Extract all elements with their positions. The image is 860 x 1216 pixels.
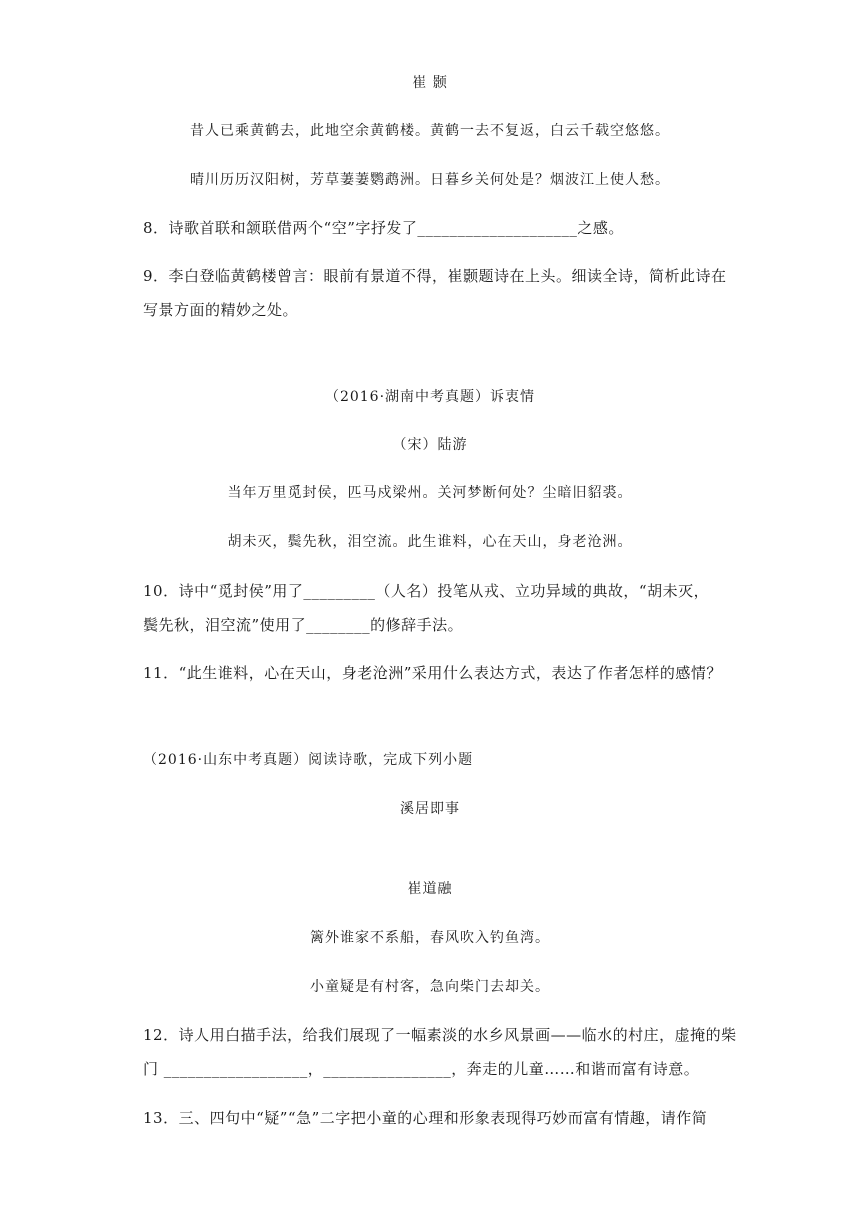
poem1-line2: 晴川历历汉阳树，芳草萋萋鹦鹉洲。日暮乡关何处是？烟波江上使人愁。 [190, 172, 670, 188]
poem2-line1: 当年万里觅封侯，匹马戍梁州。关河梦断何处？尘暗旧貂裘。 [227, 485, 633, 501]
question-12-line2: 门 __________________，________________，奔走的儿童……和谐而富有诗意。 [143, 1060, 700, 1078]
question-12-line1: 12．诗人用白描手法，给我们展现了一幅素淡的水乡风景画——临水的村庄，虚掩的柴 [143, 1026, 737, 1044]
question-10-line2: 鬓先秋，泪空流”使用了________的修辞手法。 [143, 616, 464, 634]
poem3-title: 溪居即事 [400, 801, 460, 817]
poem3-line1: 篱外谁家不系船，春风吹入钓鱼湾。 [310, 930, 550, 946]
poem3-source: （2016·山东中考真题）阅读诗歌，完成下列小题 [143, 752, 474, 768]
question-9-line1: 9．李白登临黄鹤楼曾言：眼前有景道不得，崔颢题诗在上头。细读全诗，简析此诗在 [143, 267, 727, 285]
poem3-line2: 小童疑是有村客，急向柴门去却关。 [310, 979, 550, 995]
poem2-author: （宋）陆游 [392, 437, 468, 453]
poem1-line1: 昔人已乘黄鹤去，此地空余黄鹤楼。黄鹤一去不复返，白云千载空悠悠。 [190, 123, 670, 139]
poem3-author: 崔道融 [407, 881, 453, 897]
question-8: 8．诗歌首联和颔联借两个“空”字抒发了____________________之感。 [143, 219, 624, 237]
poem2-line2: 胡未灭，鬓先秋，泪空流。此生谁料，心在天山，身老沧洲。 [227, 534, 633, 550]
poem2-source-title: （2016·湖南中考真题）诉衷情 [324, 389, 536, 405]
question-9-line2: 写景方面的精妙之处。 [143, 301, 299, 319]
question-13: 13．三、四句中“疑”“急”二字把小童的心理和形象表现得巧妙而富有情趣，请作简 [143, 1109, 708, 1127]
question-10-line1: 10．诗中“觅封侯”用了_________（人名）投笔从戎、立功异域的典故，“胡未灭， [143, 582, 710, 600]
question-11: 11．“此生谁料，心在天山，身老沧洲”采用什么表达方式，表达了作者怎样的感情？ [143, 664, 722, 682]
poem1-author: 崔 颢 [412, 75, 448, 91]
